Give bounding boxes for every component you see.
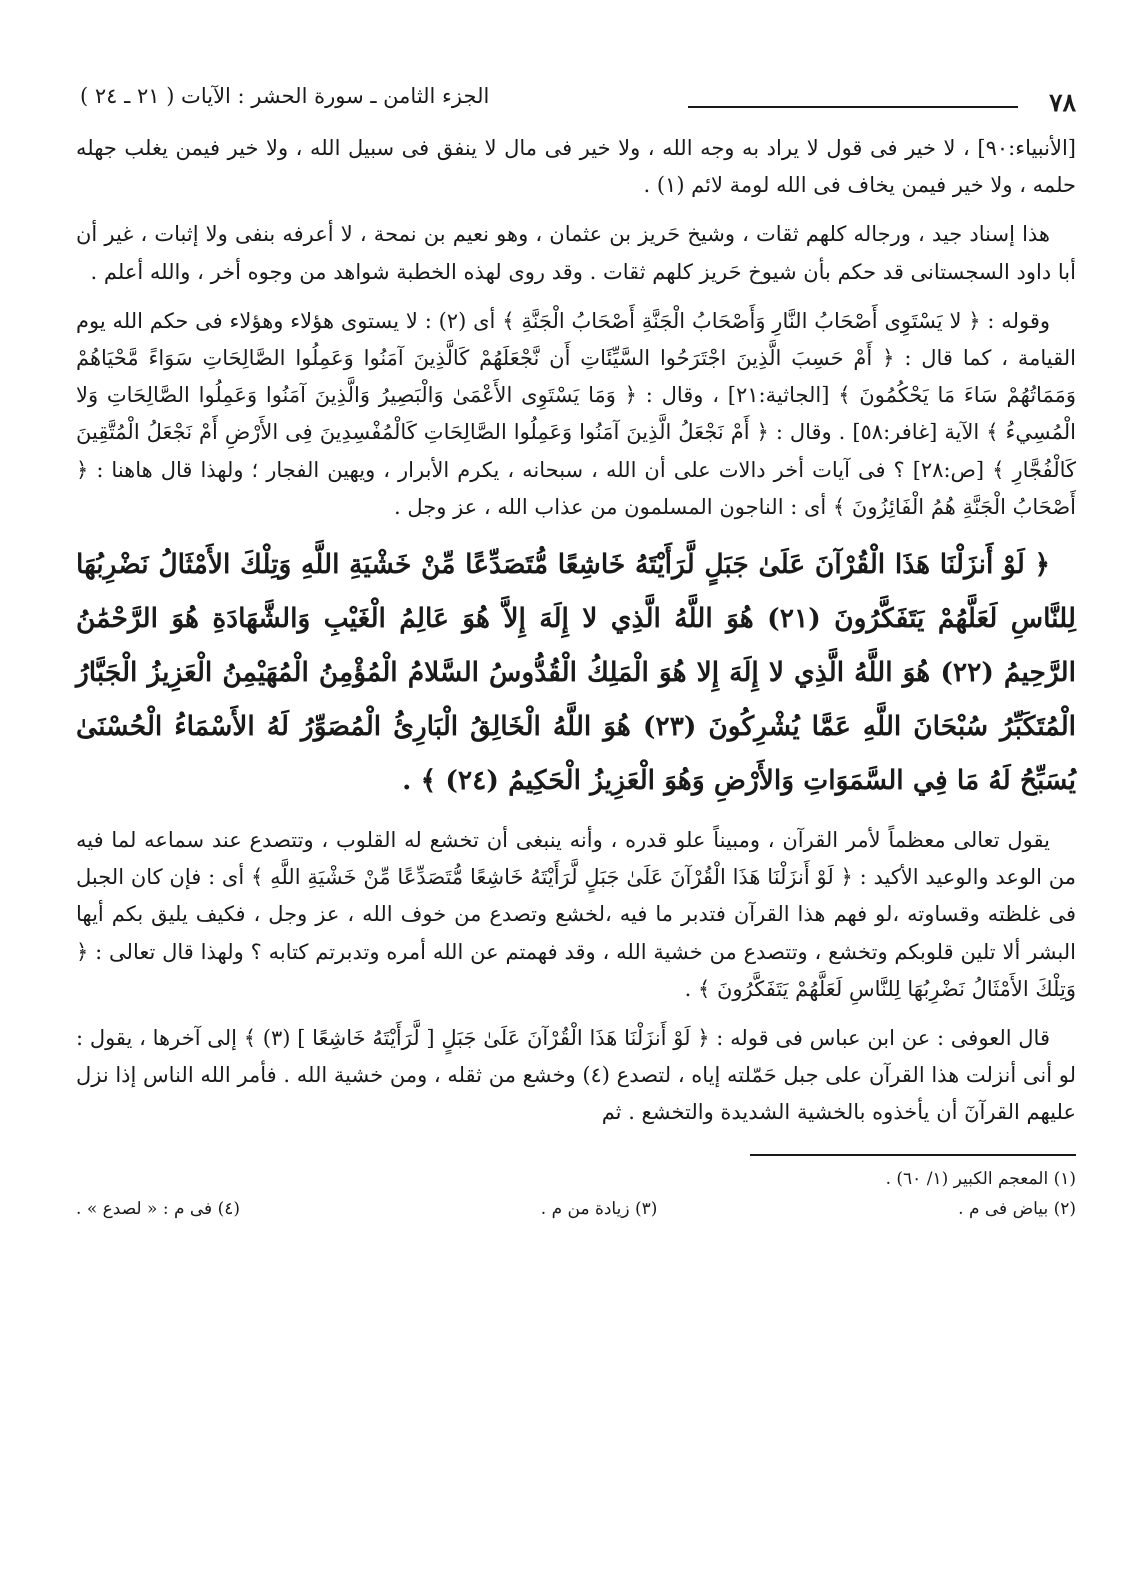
footnote-row	[76, 1164, 1076, 1194]
page-number: ٧٨	[1049, 88, 1076, 117]
paragraph-1: [الأنبياء:٩٠] ، لا خير فى قول لا يراد به وجه الله ، ولا خير فى مال لا ينفق فى سبيل الله ، ولا خير فيمن يغلب جهله حلمه ، ولا خير فيمن يخاف فى الله لومة لائم (١) .	[76, 136, 1076, 198]
footnote-4: (٤) فى م : « لصدع » .	[76, 1199, 240, 1219]
paragraph-5: قال العوفى : عن ابن عباس فى قوله : ﴿ لَوْ أَنزَلْنَا هَذَا الْقُرْآنَ عَلَىٰ جَبَلٍ [ لَّرَأَيْتَهُ خَاشِعًا ] (٣) ﴾ إلى آخرها ، يقول : لو أنى أنزلت هذا القرآن على جبل حَمّلته إياه ، لتصدع (٤) وخشع من ثقله ، ومن خشية الله . فأمر الله الناس إذا نزل عليهم القرآنٓ أن يأخذوه بالخشية الشديدة والتخشع . ثم	[75, 1026, 1076, 1125]
footnote-rule	[750, 1154, 1076, 1156]
footnote-2: (٢) بياض فى م .	[958, 1199, 1076, 1219]
paragraph-4: يقول تعالى معظماً لأمر القرآن ، ومبيناً علو قدره ، وأنه ينبغى أن تخشع له القلوب ، وتتصدع عند سماعه لما فيه من الوعد والوعيد الأكيد : ﴿ لَوْ أَنزَلْنَا هَذَا الْقُرْآنَ عَلَىٰ جَبَلٍ لَّرَأَيْتَهُ خَاشِعًا مُّتَصَدِّعًا مِّنْ خَشْيَةِ اللَّهِ ﴾ أى : فإن كان الجبل فى غلظته وقساوته ،لو فهم هذا القرآن فتدبر ما فيه ،لخشع وتصدع من خوف الله ، عز وجل ، فكيف يليق بكم أيها البشر ألا تلين قلوبكم وتخشع ، وتتصدع من خشية الله ، وقد فهمتم عن الله أمره وتدبرتم كتابه ؟ ولهذا قال تعالى : ﴿ وَتِلْكَ الأَمْثَالُ نَضْرِبُهَا لِلنَّاسِ لَعَلَّهُمْ يَتَفَكَّرُونَ ﴾ .	[76, 828, 1076, 1001]
book-page	[76, 78, 1076, 1578]
footnote-3: (٣) زيادة من م .	[540, 1199, 658, 1219]
page-body	[76, 130, 1076, 1144]
footnotes	[76, 1164, 1076, 1224]
page-header	[76, 78, 1076, 124]
paragraph-3: وقوله : ﴿ لا يَسْتَوِى أَصْحَابُ النَّارِ وَأَصْحَابُ الْجَنَّةِ أَصْحَابُ الْجَنَّةِ ﴾ أى (٢) : لا يستوى هؤلاء وهؤلاء فى حكم الله يوم القيامة ، كما قال : ﴿ أَمْ حَسِبَ الَّذِينَ اجْتَرَحُوا السَّيِّئَاتِ أَن نَّجْعَلَهُمْ كَالَّذِينَ آمَنُوا وَعَمِلُوا الصَّالِحَاتِ سَوَاءً مَّحْيَاهُمْ وَمَمَاتُهُمْ سَاءَ مَا يَحْكُمُونَ ﴾ [الجاثية:٢١] ، وقال : ﴿ وَمَا يَسْتَوِى الأَعْمَىٰ وَالْبَصِيرُ وَالَّذِينَ آمَنُوا وَعَمِلُوا الصَّالِحَاتِ وَلا الْمُسِيءُ ﴾ الآية [غافر:٥٨] . وقال : ﴿ أَمْ نَجْعَلُ الَّذِينَ آمَنُوا وَعَمِلُوا الصَّالِحَاتِ كَالْمُفْسِدِينَ فِى الأَرْضِ أَمْ نَجْعَلُ الْمُتَّقِينَ كَالْفُجَّارِ ﴾ [ص:٢٨] ؟ فى آيات أخر دالات على أن الله ، سبحانه ، يكرم الأبرار ، ويهين الفجار ؛ ولهذا قال هاهنا : ﴿ أَصْحَابُ الْجَنَّةِ هُمُ الْفَائِزُونَ ﴾ أى : الناجون المسلمون من عذاب الله ، عز وجل .	[76, 308, 1076, 519]
quran-verses-21-24: ﴿ لَوْ أَنزَلْنَا هَذَا الْقُرْآنَ عَلَىٰ جَبَلٍ لَّرَأَيْتَهُ خَاشِعًا مُّتَصَدِّعًا مِّنْ خَشْيَةِ اللَّهِ وَتِلْكَ الأَمْثَالُ نَضْرِبُهَا لِلنَّاسِ لَعَلَّهُمْ يَتَفَكَّرُونَ (٢١) هُوَ اللَّهُ الَّذِي لا إِلَهَ إِلاَّ هُوَ عَالِمُ الْغَيْبِ وَالشَّهَادَةِ هُوَ الرَّحْمَٰنُ الرَّحِيمُ (٢٢) هُوَ اللَّهُ الَّذِي لا إِلَهَ إِلا هُوَ الْمَلِكُ الْقُدُّوسُ السَّلامُ الْمُؤْمِنُ الْمُهَيْمِنُ الْعَزِيزُ الْجَبَّارُ الْمُتَكَبِّرُ سُبْحَانَ اللَّهِ عَمَّا يُشْرِكُونَ (٢٣) هُوَ اللَّهُ الْخَالِقُ الْبَارِئُ الْمُصَوِّرُ لَهُ الأَسْمَاءُ الْحُسْنَىٰ يُسَبِّحُ لَهُ مَا فِي السَّمَوَاتِ وَالأَرْضِ وَهُوَ الْعَزِيزُ الْحَكِيمُ (٢٤) ﴾ .	[76, 549, 1077, 797]
header-rule	[688, 106, 1018, 108]
footnote-row	[76, 1194, 1076, 1224]
footnote-1: (١) المعجم الكبير (١/ ٦٠) .	[885, 1169, 1076, 1189]
paragraph-2: هذا إسناد جيد ، ورجاله كلهم ثقات ، وشيخ حَريز بن عثمان ، وهو نعيم بن نمحة ، لا أعرفه بنفى ولا إثبات ، غير أن أبا داود السجستانى قد حكم بأن شيوخ حَريز كلهم ثقات . وقد روى لهذه الخطبة شواهد من وجوه أخر ، والله أعلم .	[76, 222, 1076, 284]
running-head: الجزء الثامن ـ سورة الحشر : الآيات ( ٢١ ـ ٢٤ )	[80, 84, 490, 108]
